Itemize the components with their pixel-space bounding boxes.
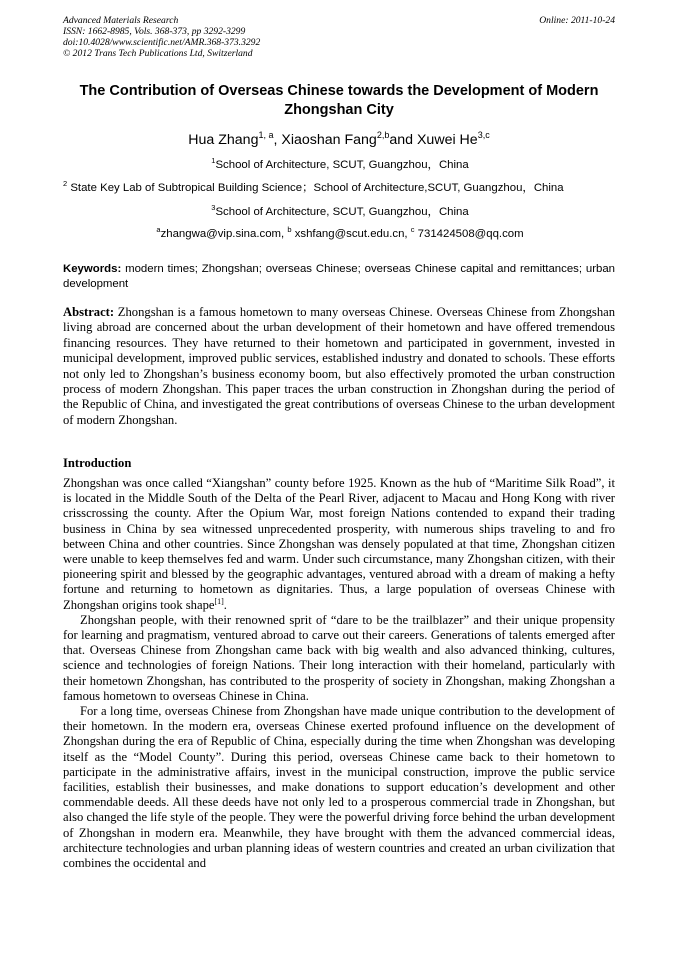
affiliation-1 [60,158,620,172]
author-name: Xiaoshan Fang [281,132,377,148]
abstract-label: Abstract: [63,305,115,319]
journal-header [63,15,615,59]
journal-name: Advanced Materials Research [63,15,179,26]
author-separator: , [273,132,282,148]
keywords-block [63,262,615,291]
author-affiliation-mark: 2,b [376,130,390,140]
paragraph [63,476,615,613]
author-affiliation-mark: 3,c [477,130,490,140]
author-list [0,131,678,149]
copyright-line: © 2012 Trans Tech Publications Ltd, Switzerland [63,48,253,59]
email-mark: c [410,225,415,234]
doi-line: doi:10.4028/www.scientific.net/AMR.368-373.3292 [63,37,261,48]
issn-line: ISSN: 1662-8985, Vols. 368-373, pp 3292-3299 [63,26,246,37]
keywords-label: Keywords: [63,263,122,275]
affiliation-3 [60,205,620,219]
affiliation-text: State Key Lab of Subtropical Building Science；School of Architecture,SCUT, Guangzhou，China [67,182,564,194]
email-address[interactable]: 731424508@qq.com [414,228,524,240]
paragraph: For a long time, overseas Chinese from Zhongshan have made unique contribution to the development of their hometown. In the modern era, overseas Chinese exerted profound influence on the development of Zhongshan during the era of Republic of China, especially during the time when Zhongshan was developing itself as the “Model County”. During this period, overseas Chinese came back to their hometown to participate in the administrative affairs, invest in the municipal construction, improve the public service facilities, establish their businesses, and make donations to support education’s development and other commendable deeds. All these deeds have not only led to a prosperous commercial trade in Zhongshan, but also changed the life style of the people. They were the powerful driving force behind the urban development of Zhongshan in modern era. Meanwhile, they have brought with them the advanced commercial ideas, architecture technologies and urban planning ideas of western countries and created an urban civilization that combines the occidental and [63,704,615,871]
email-address[interactable]: xshfang@scut.edu.cn, [291,228,411,240]
paragraph: Zhongshan people, with their renowned sprit of “dare to be the trailblazer” and their unique propensity for learning and pragmatism, ventured abroad to carve out their careers. Generations of talents emerged after that. Overseas Chinese from Zhongshan came back with big wealth and also advanced thinking, cultures, science and technologies of foreign Nations. Their long interaction with their homeland, particularly with their hometown Zhongshan, has contributed to the prosperity of society in Zhongshan, making Zhongshan a famous hometown to overseas Chinese in China. [63,612,615,703]
keywords-text: modern times; Zhongshan; overseas Chinese; overseas Chinese capital and remittances; urban development [63,263,615,290]
affiliation-text: School of Architecture, SCUT, Guangzhou，China [215,159,469,171]
paper-title: The Contribution of Overseas Chinese towards the Development of Modern Zhongshan City [79,83,599,118]
email-mark: b [287,225,292,234]
affiliation-text: School of Architecture, SCUT, Guangzhou，China [215,206,469,218]
affiliation-2 [63,181,623,195]
section-heading-introduction: Introduction [63,456,132,470]
email-address[interactable]: zhangwa@vip.sina.com, [160,228,288,240]
author-affiliation-mark: 1, a [258,130,274,140]
email-list [60,227,620,241]
affiliation-mark: 2 [63,179,68,188]
online-date: Online: 2011-10-24 [539,15,615,26]
paragraph-text: Zhongshan was once called “Xiangshan” county before 1925. Known as the hub of “Maritime Silk Road”, it is located in the Middle South of the Delta of the Pearl River, adjacent to Macau and Hong Kong with river crisscrossing the county. After the Opium War, most foreign Nations contended to expand their trading business in China by sea witnessed unprecedented prosperity, with numerous ships traveling to and fro between China and other countries. Since Zhongshan was densely populated at that time, Zhongshan citizen were unable to keep themselves fed and warm. Under such circumstance, many Zhongshan citizen, with their pioneering spirit and blessed by the geographic advantages, ventured abroad with a dream of making a hefty fortune and returning to hometown as dignitaries. Thus, a large population of overseas Chinese with Zhongshan origins took shape [63,476,615,612]
paragraph-end: . [223,597,227,612]
author-name: Xuwei He [416,132,478,148]
abstract-text: Zhongshan is a famous hometown to many overseas Chinese. Overseas Chinese from Zhongshan living abroad are concerned about the urban development of their hometown and have offered tremendous financing resources. They have returned to their hometown and participated in government, invested in municipal development, improved public services, established industry and donated to schools. These efforts not only led to Zhongshan’s business economy boom, but also effectively promoted the urban construction process of modern Zhongshan. This paper traces the urban construction in Zhongshan during the period of the Republic of China, and investigated the great contributions of overseas Chinese to the urban development of modern Zhongshan. [63,305,615,427]
introduction-body [63,476,615,871]
author-name: Hua Zhang [188,132,259,148]
affiliation-mark: 3 [211,203,216,212]
citation-ref[interactable]: [1] [214,596,224,606]
abstract-block [63,305,615,428]
email-mark: a [156,225,161,234]
affiliation-mark: 1 [211,156,216,165]
author-separator: and [389,132,417,148]
